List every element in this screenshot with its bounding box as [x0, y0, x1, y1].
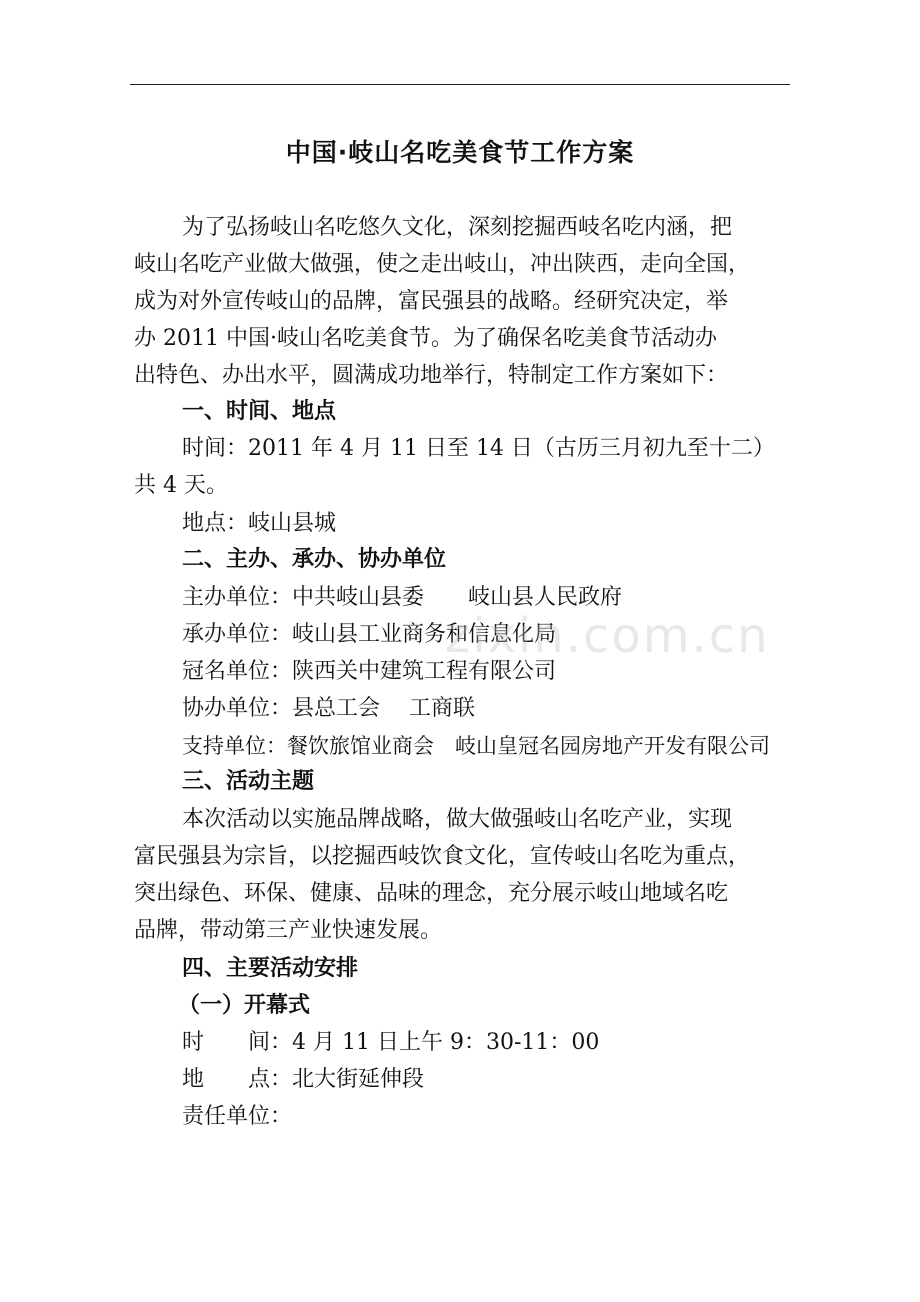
intro-line-1: 为了弘扬岐山名吃悠久文化，深刻挖掘西岐名吃内涵，把	[182, 215, 733, 240]
title-sponsor-unit: 冠名单位：陕西关中建筑工程有限公司	[182, 659, 557, 684]
theme-line-4: 品牌，带动第三产业快速发展。	[134, 918, 443, 943]
section-1-time: 时间：2011 年 4 月 11 日至 14 日（古历三月初九至十二）	[182, 436, 775, 461]
theme-line-3: 突出绿色、环保、健康、品味的理念，充分展示岐山地域名吃	[134, 881, 729, 906]
document-title: 中国·岐山名吃美食节工作方案	[285, 138, 635, 167]
watermark: zixin.com.cn	[445, 608, 770, 664]
intro-line-5: 出特色、办出水平，圆满成功地举行，特制定工作方案如下：	[134, 363, 729, 388]
co-organizer-unit: 协办单位：县总工会 工商联	[182, 696, 475, 721]
opening-time: 时 间：4 月 11 日上午 9：30-11：00	[182, 1030, 600, 1055]
section-1-heading: 一、时间、地点	[182, 399, 337, 424]
intro-line-2: 岐山名吃产业做大做强，使之走出岐山，冲出陕西，走向全国，	[134, 252, 751, 277]
section-4-heading: 四、主要活动安排	[182, 956, 359, 981]
section-1-place: 地点：岐山县城	[182, 511, 337, 536]
subsection-opening-heading: （一）开幕式	[178, 993, 311, 1018]
intro-line-4: 办 2011 中国·岐山名吃美食节。为了确保名吃美食节活动办	[134, 326, 717, 351]
opening-place: 地 点：北大街延伸段	[182, 1067, 425, 1092]
theme-line-1: 本次活动以实施品牌战略，做大做强岐山名吃产业，实现	[182, 807, 733, 832]
section-2-heading: 二、主办、承办、协办单位	[182, 547, 447, 572]
section-3-heading: 三、活动主题	[182, 769, 315, 794]
support-unit: 支持单位：餐饮旅馆业商会 岐山皇冠名园房地产开发有限公司	[182, 734, 770, 758]
section-1-time-cont: 共 4 天。	[134, 473, 228, 498]
organizer-unit: 承办单位：岐山县工业商务和信息化局	[182, 622, 557, 647]
intro-line-3: 成为对外宣传岐山的品牌，富民强县的战略。经研究决定，举	[134, 289, 729, 314]
theme-line-2: 富民强县为宗旨，以挖掘西岐饮食文化，宣传岐山名吃为重点，	[134, 844, 751, 869]
opening-responsible-unit: 责任单位：	[182, 1104, 293, 1129]
header-rule	[130, 84, 790, 85]
host-unit: 主办单位：中共岐山县委 岐山县人民政府	[182, 585, 623, 610]
